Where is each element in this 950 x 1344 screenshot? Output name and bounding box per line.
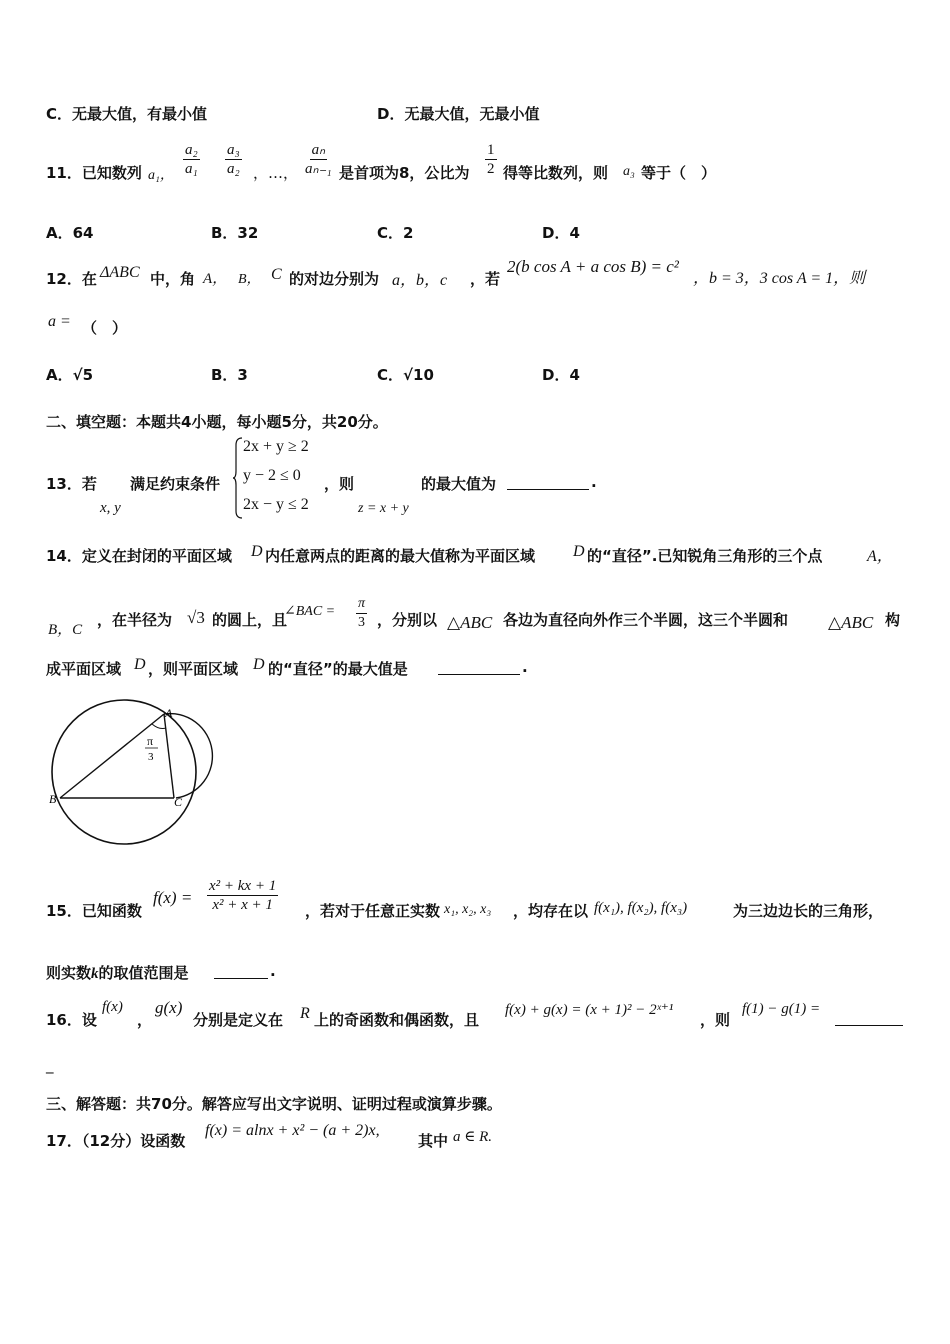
- label-b: B: [49, 792, 57, 806]
- q14-line1-b: 内任意两点的距离的最大值称为平面区域: [265, 547, 536, 565]
- q14-D1: D: [251, 543, 263, 560]
- q12-t1: 中，角: [150, 270, 196, 288]
- q11-a3: a₃: [623, 164, 635, 179]
- section-2-heading: 二、填空题：本题共4小题，每小题5分，共20分。: [46, 413, 388, 431]
- q14-line2-c: 的圆上，且: [212, 611, 288, 629]
- q14-answer-blank[interactable]: [438, 658, 520, 675]
- q14-end: .: [522, 658, 528, 676]
- q12-paren: （ ）: [82, 319, 128, 337]
- section-3-heading: 三、解答题：共70分。解答应写出文字说明、证明过程或演算步骤。: [46, 1095, 502, 1113]
- q11-suffix: 得等比数列，则: [503, 164, 609, 182]
- q12-option-d: D．4: [542, 366, 580, 384]
- q14-D3: D: [134, 656, 146, 673]
- q14-line3-a: 成平面区域: [46, 660, 122, 678]
- q11-a1: a₁，: [148, 168, 174, 183]
- q13-end: .: [591, 473, 597, 491]
- q14-angle: ∠BAC =: [284, 604, 336, 619]
- q15-prefix: 15．已知函数: [46, 902, 142, 920]
- q11-option-d: D．4: [542, 224, 580, 242]
- q11-option-c: C．2: [377, 224, 414, 242]
- q17-equation: f(x) = alnx + x² − (a + 2)x,: [205, 1122, 380, 1139]
- q11-frac2: $\frac{\text{a₃}}{\text{a₂}}$: [227, 142, 240, 177]
- q13-t2: ，则: [324, 475, 355, 493]
- q13-t1: 满足约束条件: [130, 475, 221, 493]
- q13-constraint-3: 2x − y ≤ 2: [243, 496, 309, 513]
- q15-xs: x₁, x₂, x₃: [444, 902, 492, 917]
- q16-comma: ，: [137, 1011, 153, 1029]
- q16-ask: f(1) − g(1) =: [742, 1001, 821, 1017]
- q14-D4: D: [253, 656, 265, 673]
- q12-t3: ，若: [470, 270, 501, 288]
- q15-fraction: $\frac{\text{x² + kx + 1}}{\text{x² + x + 1}}$: [209, 878, 277, 913]
- q14-line3-b: ，则平面区域: [148, 660, 239, 678]
- q11-ellipsis: ，…，: [253, 164, 299, 182]
- label-a: A: [165, 706, 173, 720]
- q13-prefix: 13．若: [46, 475, 97, 493]
- q12-prefix: 12．在: [46, 270, 97, 288]
- q14-triangle-1: △ABC: [447, 613, 493, 632]
- q14-line2-d: ，分别以: [377, 611, 438, 629]
- q14-line2-e: 各边为直径向外作三个半圆，这三个半圆和: [503, 611, 789, 629]
- q14-line3-c: 的“直径”的最大值是: [268, 660, 408, 678]
- q12-abc: a，b，c: [392, 272, 448, 289]
- q16-t3: ，则: [700, 1011, 731, 1029]
- q15-fs: f(x₁), f(x₂), f(x₃): [594, 900, 688, 916]
- angle-arc: [152, 724, 166, 729]
- q12-equation: 2(b cos A + a cos B) = c²: [507, 257, 679, 276]
- q14-line1-a: 14．定义在封闭的平面区域: [46, 547, 232, 565]
- semicircle-ac: [164, 714, 212, 798]
- q12-option-c: C．√10: [377, 366, 434, 384]
- q17-prefix: 17．（12分）设函数: [46, 1132, 186, 1150]
- q12-C: C: [271, 266, 282, 283]
- q12-triangle: ΔABC: [100, 264, 140, 281]
- q15-t1: ，若对于任意正实数: [305, 902, 441, 920]
- circumcircle: [52, 700, 196, 844]
- q13-constraint-1: 2x + y ≥ 2: [243, 438, 309, 455]
- q16-prefix: 16．设: [46, 1011, 97, 1029]
- q13-answer-blank[interactable]: [507, 473, 589, 490]
- q11-option-a: A．64: [46, 224, 94, 242]
- q12-a-eq: a =: [48, 313, 71, 330]
- q15-end: .: [270, 962, 276, 980]
- q12-B: B，: [238, 272, 261, 287]
- q11-mid: 是首项为8，公比为: [339, 164, 470, 182]
- q13-t3: 的最大值为: [421, 475, 497, 493]
- q13-xy: x, y: [100, 500, 121, 516]
- option-d: D．无最大值，无最小值: [377, 105, 540, 123]
- q14-line1-c: 的“直径”.已知锐角三角形的三个点: [587, 547, 823, 565]
- q11-half: $\frac{1}{2}$: [487, 142, 495, 177]
- q11-frac3: $\frac{\text{aₙ}}{\text{aₙ₋₁}}$: [305, 142, 332, 177]
- q15-line2: 则实数k的取值范围是: [46, 964, 189, 982]
- q15-t2: ，均存在以: [513, 902, 589, 920]
- q16-blank-tail: _: [46, 1056, 54, 1074]
- q11-option-b: B．32: [211, 224, 259, 242]
- side-ac: [164, 714, 174, 798]
- q17-condition: a ∈ R.: [453, 1129, 493, 1145]
- q17-t1: 其中: [418, 1132, 449, 1150]
- option-c: C．无最大值，有最小值: [46, 105, 208, 123]
- q14-triangle-2: △ABC: [828, 613, 874, 632]
- q16-g: g(x): [155, 998, 183, 1017]
- q11-end: 等于（ ）: [641, 164, 717, 182]
- q11-frac1: $\frac{\text{a₂}}{\text{a₁}}$: [185, 142, 198, 177]
- q12-option-a: A．√5: [46, 366, 94, 384]
- q14-figure: [40, 690, 220, 860]
- q16-t2: 上的奇函数和偶函数，且: [314, 1011, 480, 1029]
- q16-answer-blank[interactable]: [835, 1009, 903, 1026]
- q14-line2-b: ，在半径为: [97, 611, 173, 629]
- label-c: C: [174, 795, 183, 809]
- q14-line2-f: 构: [885, 611, 901, 629]
- q12-A: A，: [203, 271, 228, 287]
- q16-R: R: [300, 1005, 310, 1022]
- q12-option-b: B．3: [211, 366, 248, 384]
- q14-BC: B，C: [48, 622, 83, 638]
- q11-prefix: 11．已知数列: [46, 164, 142, 182]
- q16-f: f(x): [102, 999, 123, 1015]
- q15-t3: 为三边边长的三角形，: [733, 902, 884, 920]
- q14-D2: D: [573, 543, 585, 560]
- q12-t2: 的对边分别为: [289, 270, 380, 288]
- q12-given: ，b = 3，3 cos A = 1，则: [693, 270, 866, 287]
- angle-three: 3: [148, 751, 154, 763]
- q15-f: f(x) =: [153, 888, 193, 907]
- q14-pi-over-3: $\frac{\pi}{3}$: [358, 596, 366, 630]
- q14-A: A，: [867, 548, 893, 565]
- q16-equation: f(x) + g(x) = (x + 1)² − 2ˣ⁺¹: [505, 1002, 674, 1018]
- q13-constraint-2: y − 2 ≤ 0: [243, 467, 301, 484]
- angle-pi: π: [147, 734, 154, 748]
- q15-answer-blank[interactable]: [214, 962, 268, 979]
- q13-z: z = x + y: [358, 501, 409, 516]
- q14-radius: √3: [187, 608, 205, 627]
- q16-t1: 分别是定义在: [193, 1011, 284, 1029]
